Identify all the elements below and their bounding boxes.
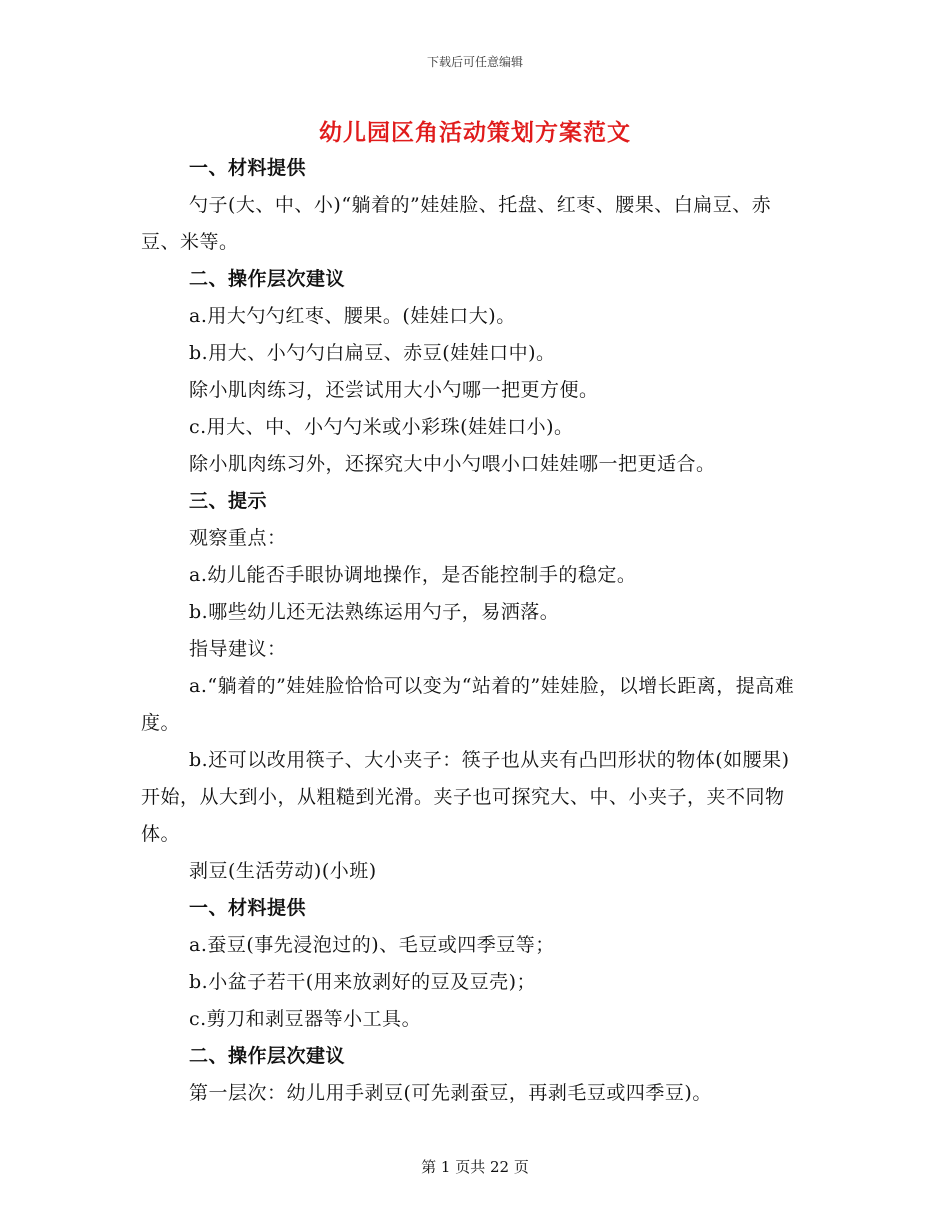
- paragraph: a.蚕豆(事先浸泡过的)、毛豆或四季豆等；: [189, 934, 555, 956]
- document-title: 幼儿园区角活动策划方案范文: [319, 119, 631, 146]
- paragraph: 除小肌肉练习外，还探究大中小勺喂小口娃娃哪一把更适合。: [189, 453, 716, 475]
- paragraph: 指导建议：: [189, 638, 287, 660]
- paragraph: 观察重点：: [189, 527, 287, 549]
- header-note: 下载后可任意编辑: [426, 55, 523, 69]
- paragraph: c.剪刀和剥豆器等小工具。: [189, 1008, 422, 1030]
- document-body: [141, 150, 809, 1112]
- paragraph: 除小肌肉练习，还尝试用大小勺哪一把更方便。: [189, 379, 599, 401]
- paragraph: 第一层次：幼儿用手剥豆(可先剥蚕豆，再剥毛豆或四季豆)。: [189, 1082, 712, 1104]
- section-heading: 三、提示: [189, 490, 268, 512]
- paragraph: b.用大、小勺勺白扁豆、赤豆(娃娃口中)。: [189, 342, 556, 364]
- paragraph: a.“躺着的”娃娃脸恰恰可以变为“站着的”娃娃脸，以增长距离，提高难度。: [141, 675, 795, 734]
- section-heading: 一、材料提供: [189, 897, 307, 919]
- paragraph: c.用大、中、小勺勺米或小彩珠(娃娃口小)。: [189, 416, 574, 438]
- section-heading: 一、材料提供: [189, 157, 307, 179]
- paragraph: b.哪些幼儿还无法熟练运用勺子，易洒落。: [189, 601, 560, 623]
- page-footer: 第 1 页共 22 页: [421, 1158, 529, 1176]
- paragraph: b.还可以改用筷子、大小夹子：筷子也从夹有凸凹形状的物体(如腰果)开始，从大到小，从粗糙到光滑。夹子也可探究大、中、小夹子，夹不同物体。: [141, 749, 790, 845]
- paragraph: a.用大勺勺红枣、腰果。(娃娃口大)。: [189, 305, 516, 327]
- paragraph: b.小盆子若干(用来放剥好的豆及豆壳)；: [189, 971, 537, 993]
- section-heading: 二、操作层次建议: [189, 268, 346, 290]
- section-heading: 二、操作层次建议: [189, 1045, 346, 1067]
- paragraph: 剥豆(生活劳动)(小班): [189, 860, 377, 882]
- paragraph: a.幼儿能否手眼协调地操作，是否能控制手的稳定。: [189, 564, 637, 586]
- paragraph: 勺子(大、中、小)“躺着的”娃娃脸、托盘、红枣、腰果、白扁豆、赤豆、米等。: [141, 194, 772, 253]
